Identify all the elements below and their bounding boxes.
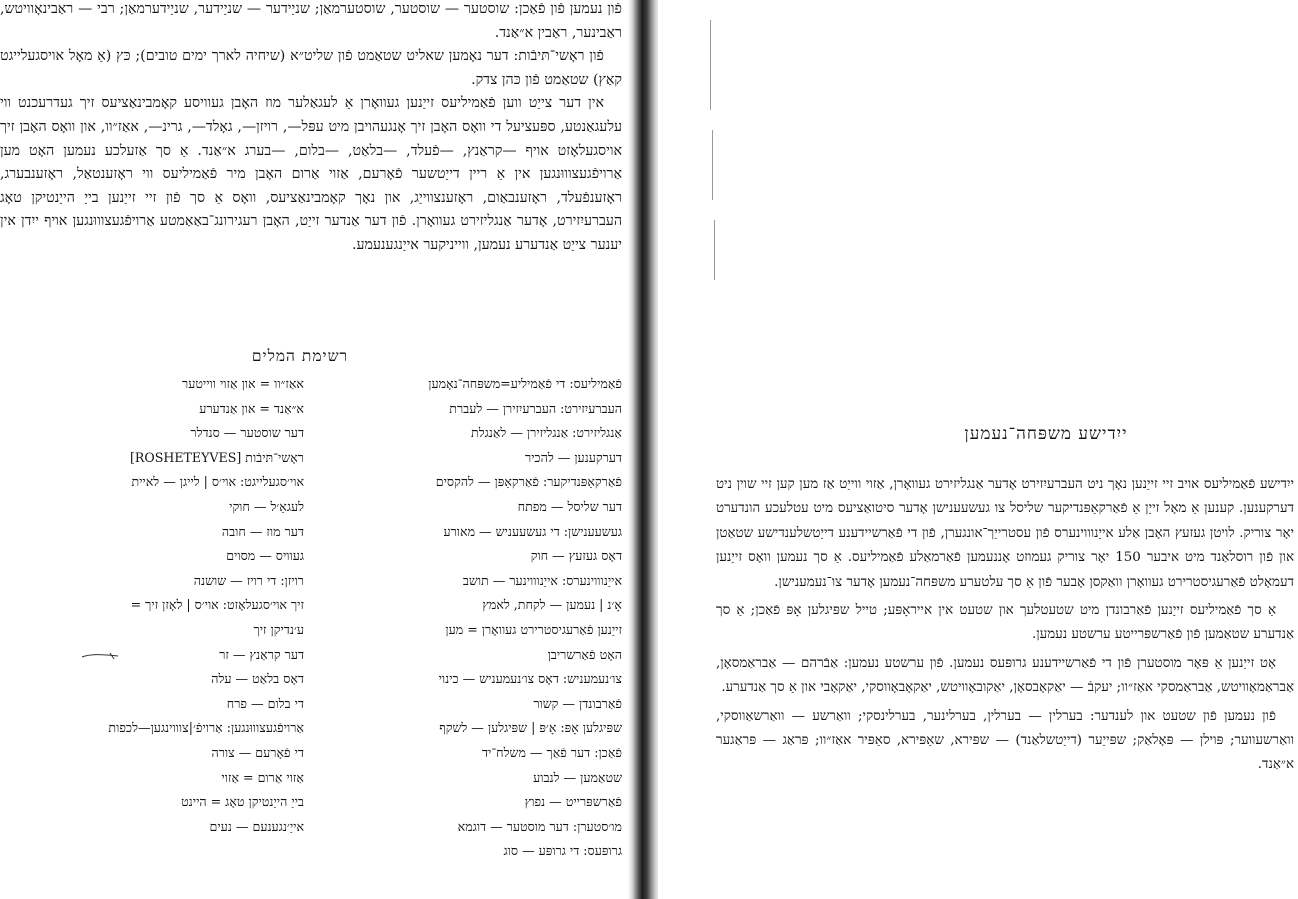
intro-paragraph: פֿון נעמען פֿון פֿאַכן: שוסטער — שוסטער, שוסטערמאַן; שניַידער — שניַידער, שניַידערמאַן; רבי — ראַבינאָוויטש, ראַבינער, ראַבין א״אַנד. <box>0 1 622 41</box>
word-list-entry: דאָס בלאַט — עלה <box>211 671 304 687</box>
word-list-entry: דער מוז — חובה <box>221 523 304 539</box>
word-list-entry: געוויס — מסוים <box>226 548 304 564</box>
word-list-entry: דער שוסטער — סנדלר <box>190 425 304 441</box>
word-list-entry: געשעענישן: די געשעעניש — מאורע <box>443 523 622 539</box>
word-list-entry: די בלום — פרח <box>226 695 304 711</box>
scan-line <box>712 130 713 200</box>
word-list-entry: זיך אוי׳סגעלאָזט: אוי׳ס | לאָזן זיך = <box>130 597 304 613</box>
intro-paragraph: אין דער צייַט ווען פֿאַמיליעס זייַנען געוואָרן אַ לעגאַלער מוז האָבן געוויסע קאָמבינאַציעס זיך געדרעכנט ווי עלעגאַנטע, ספּעציעל די וואָס האָבן זיך אָנגעהויבן מיט עפּל—, רויזן—, גאָלד—, גרינ—, אאַז״וו, און וואָס האָבן זיך אויסגעלאָזט אויף —קראַנץ, —פֿעלד, —בלאַט, —בלום, —בערג א״אַנד. אַ סך אַזעלכע נעמען האָט מען אַרויפֿגעצוווּנגען אין אַ ריין דייַטשער פֿאָרעם, אַזוי אַרום האָבן מיר פֿאַמיליעס ווי ראָזענטאַל, ראָזענבערג, ראָזענפֿעלד, ראָזענבאַום, ראָזענצווייַג, און נאָך קאָמבינאַציעס, וואָס אַ סך פֿון זיי זייַנען בייַ הייַנטיקן טאָג העברעיִזירט, אָדער אַנגליזירט געוואָרן. פֿון דער אַנדער זייַט, האָבן רעגירונג־באַאַמטע אַרויפֿגעצוווּנגען אויף ייִדן אין יענער צייַט אַנדערע נעמען, ווייניקער אייַנגענעמע. <box>0 95 622 253</box>
word-list-entry: זייַנען פֿאַרעגיסטרירט געוואָרן = מען <box>445 621 622 637</box>
word-list-column-first <box>312 372 622 864</box>
word-list-entry: דער קראַנץ — זר <box>219 646 304 662</box>
word-list-column-second <box>0 372 310 839</box>
pen-mark <box>80 650 120 662</box>
word-list-entry: פֿאַרבונדן — קשור <box>533 695 622 711</box>
word-list-entry: העברעיִזירט: העברעיִזירן — לעברת <box>449 400 622 416</box>
article-paragraph: אָט זייַנען אַ פּאָר מוסטערן פֿון די פֿאַרשיידענע גרופּעס נעמען. פֿון ערשטע נעמען: אַבֿרהם — אַבראַמסאָן, אַבראַמאָוויטש, אַבראַמסקי אאַז״וו; יעקבֿ — יאַקאָבסאָן, יאַקובאָוויטש, יאַקאָבאָווסקי, יאַקאָבי און אַ סך אַנדערע. <box>716 655 1294 696</box>
word-list-entry: אוי׳סגעלייגט: אוי׳ס | לייגן — לאיית <box>131 474 304 490</box>
word-list-entry: אייַ׳נגענעם — נעים <box>209 818 304 834</box>
word-list-entry: אַזוי אַרום = אַזוי <box>221 769 304 785</box>
word-list-entry: בייַ הייַנטיקן טאָג = היינט <box>181 794 304 810</box>
word-list-entry: שפּיגלען אָפּ: אָ׳פּ | שפּיגלען — לשקף <box>439 720 622 736</box>
word-list-entry: האָט פֿאַרשריבן <box>547 646 622 662</box>
word-list-entry: פֿאַרקאַפּנדיקער: פֿאַרקאַפּן — להקסים <box>435 474 622 490</box>
scan-line <box>710 20 711 110</box>
word-list-entry: א״אַנד = און אַנדערע <box>199 400 304 416</box>
book-gutter <box>628 0 662 899</box>
word-list-entry: אאַז״וו = און אַזוי ווייטער <box>182 376 304 391</box>
word-list-entry: דערקענען — להכיר <box>524 449 622 465</box>
left-page <box>0 0 632 899</box>
word-list-entry: ראָשי־תּיבֿות [ROSHETEYVES] <box>129 449 304 465</box>
word-list-entry: צו׳נעמעניש: דאָס צו׳נעמעניש — כינוי <box>438 671 622 687</box>
word-list-entry: דער שליסל — מפתח <box>517 498 622 514</box>
word-list-entry: שטאַמען — לנבוע <box>533 769 622 785</box>
page-title: ייִדישע משפּחה־נעמען <box>964 424 1128 444</box>
word-list-entry: גרופּעס: די גרופּע — סוג <box>503 843 622 859</box>
article-paragraph: אַ סך פֿאַמיליעס זייַנען פֿאַרבונדן מיט שטעטלעך און שטעט אין אייראָפּע; טייל שפּיגלען אָפּ פֿאַכן; אַ סך אַנדערע שטאַמען פֿון פֿאַרשפּרייטע ערשטע נעמען. <box>716 603 1294 643</box>
word-list-entry: אַרויפֿגעצוווּנגען: אַרויפֿ׳|צוווינגען—לכפות <box>108 720 304 736</box>
word-list-entry: רויזן: די רויז — שושנה <box>193 572 304 588</box>
word-list-entry: אַנגליזירט: אַנגליזירן — לאַנגלת <box>471 425 622 441</box>
intro-text <box>0 0 622 258</box>
word-list-title: רשימת המלים <box>251 347 349 365</box>
word-list-entry: ע׳נדיקן זיך <box>253 621 304 637</box>
word-list-entry: אייַנוווינערס: אייַנוווינער — תושב <box>462 572 622 588</box>
article-paragraph: ייִדישע פֿאַמיליעס אויב זיי זייַנען נאָך ניט העברעיִזירט אָדער אַנגליזירט געוואָרן, אַזוי ווייַט אַז מען קען זיי שוין ניט דערקענען. קענען אַ מאָל זייַן אַ פֿאַרקאַפּנדיקער שליסל צו געשעענישן אָדער סיטואַציעס מיט עטלעכע הונדערט יאָר צוריק. לויטן געזעץ האָבן אַלע אייַנוווינערס פֿון עסטרייַך־אונגערן, פֿון די פֿאַרשיידענע דייַטשלענדישע שטאַטן און פֿון רוסלאַנד מיט איבער 150 יאָר צוריק געמוזט אָננעמען פֿאַרמאַלע פֿאַמיליעס. אַ סך נעמען וואָס זייַנען דעמאָלט פֿאַרעגיסטרירט געוואָרן וואַקסן אָבער פֿון אַ סך עלטערע משפּחה־נעמען אָדער צו־נעמענישן. <box>716 477 1295 590</box>
word-list-entry: דאָס געזעץ — חוק <box>530 548 622 564</box>
word-list-entry: לעגאַ׳ל — חוקי <box>229 498 304 514</box>
word-list-entry: אָ׳נ | נעמען — לקחת, לאמץ <box>482 597 622 613</box>
word-list-entry: פֿאַרשפּרייט — נפוץ <box>524 794 622 810</box>
right-page <box>658 0 1298 899</box>
article-body <box>716 473 1294 782</box>
word-list-entry: פֿאַמיליעס: די פֿאַמיליע=משפּחה־נאָמען <box>428 376 622 391</box>
word-list-entry: מו׳סטערן: דער מוסטער — דוגמא <box>457 818 622 834</box>
word-list-entry: פֿאַכן: דער פֿאַך — משלח־יד <box>482 744 622 760</box>
word-list-entry: די פֿאָרעם — צורה <box>211 744 304 760</box>
intro-paragraph: פֿון ראָשי־תּיבֿות: דער נאָמען שאליט שטאַמט פֿון שליט״א (שיחיה לארך ימים טובים); כּץ (אַ מאָל אויסגעלייגט קאַץ) שטאַמט פֿון כּהן צדק. <box>0 48 622 88</box>
article-paragraph: פֿון נעמען פֿון שטעט און לענדער: בערלין — בערלין, בערלינער, בערלינסקי; וואַרשע — וואַרשאַווסקי, וואַרשעווער; פּוילן — פּאָלאַק; שפּייַער (דייַטשלאַנד) — שפּירא, שאַפּירא, סאַפּיר אאַז״וו; פּראַג — פּראַגער א״אַנד. <box>716 708 1294 773</box>
scan-line <box>714 220 715 280</box>
